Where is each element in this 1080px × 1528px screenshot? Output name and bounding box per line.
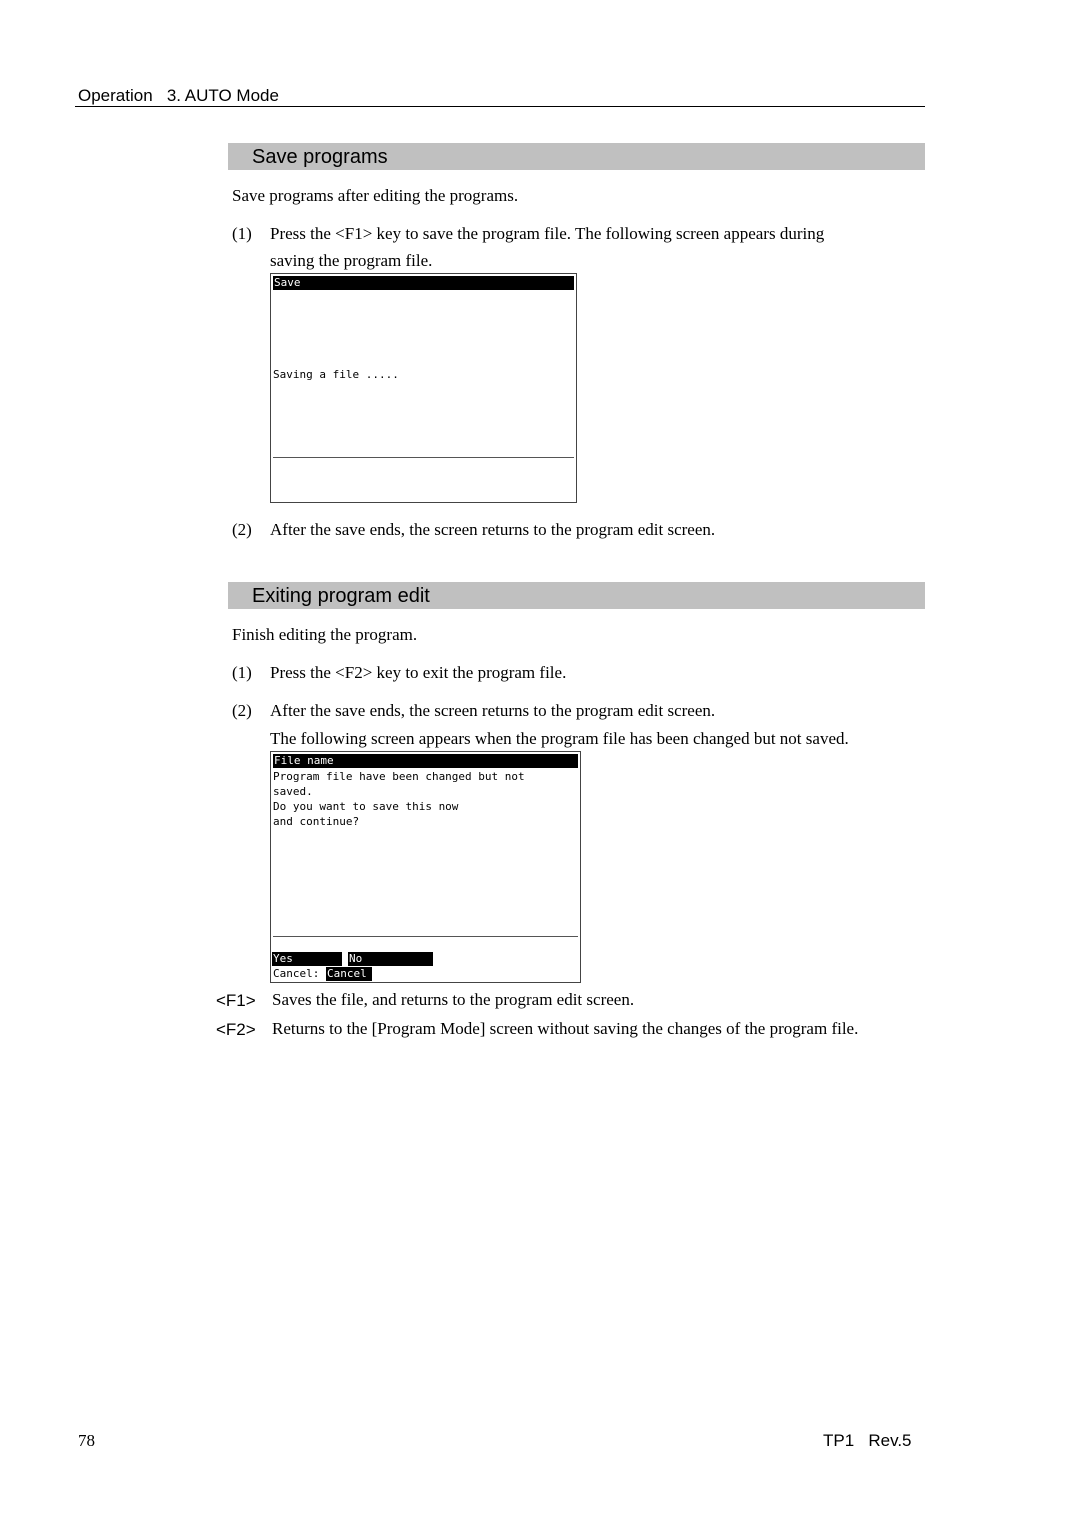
section-title: Exiting program edit	[252, 585, 430, 607]
f2-no-softkey[interactable]: No	[348, 952, 433, 966]
screen-separator	[273, 936, 578, 937]
f1-yes-softkey[interactable]: Yes	[272, 952, 342, 966]
running-header: Operation 3. AUTO Mode	[78, 86, 279, 105]
step-text: After the save ends, the screen returns to the program edit screen.	[270, 520, 716, 539]
screen-message-line: Do you want to save this now	[273, 800, 459, 813]
screen-message-line: and continue?	[273, 815, 360, 828]
screen-title-bar: File name	[273, 754, 578, 768]
document-revision: TP1 Rev.5	[823, 1431, 912, 1450]
step-text: After the save ends, the screen returns to the program edit screen.	[270, 701, 716, 720]
save-screen	[270, 273, 577, 503]
section-intro: Finish editing the program.	[232, 625, 418, 644]
step-text-continued: saving the program file.	[270, 251, 433, 270]
step-number: (1)	[232, 663, 252, 682]
cancel-softkey[interactable]: Cancel	[326, 967, 372, 981]
step-number: (2)	[232, 701, 252, 720]
key-label-f1: <F1>	[216, 991, 256, 1010]
unsaved-changes-screen	[270, 751, 581, 983]
section-heading-save-programs	[228, 143, 925, 170]
section-heading-exiting-program-edit	[228, 582, 925, 609]
section-intro: Save programs after editing the programs.	[232, 186, 519, 205]
step-text: Press the <F1> key to save the program file. The following screen appears during	[270, 224, 825, 243]
step-text: Press the <F2> key to exit the program file.	[270, 663, 567, 682]
step-text-continued: The following screen appears when the program file has been changed but not saved.	[270, 729, 849, 748]
cancel-prefix: Cancel:	[273, 967, 320, 980]
key-description-f2: Returns to the [Program Mode] screen without saving the changes of the program file.	[272, 1019, 859, 1038]
screen-message: Saving a file .....	[273, 368, 399, 381]
step-number: (1)	[232, 224, 252, 243]
screen-message-line: Program file have been changed but not	[273, 770, 525, 783]
key-label-f2: <F2>	[216, 1020, 256, 1039]
step-number: (2)	[232, 520, 252, 539]
page-number: 78	[78, 1431, 95, 1450]
key-description-f1: Saves the file, and returns to the program edit screen.	[272, 990, 635, 1009]
screen-message-line: saved.	[273, 785, 313, 798]
screen-title-bar: Save	[273, 276, 574, 290]
section-title: Save programs	[252, 146, 388, 168]
screen-separator	[273, 457, 574, 458]
header-rule	[75, 106, 925, 107]
